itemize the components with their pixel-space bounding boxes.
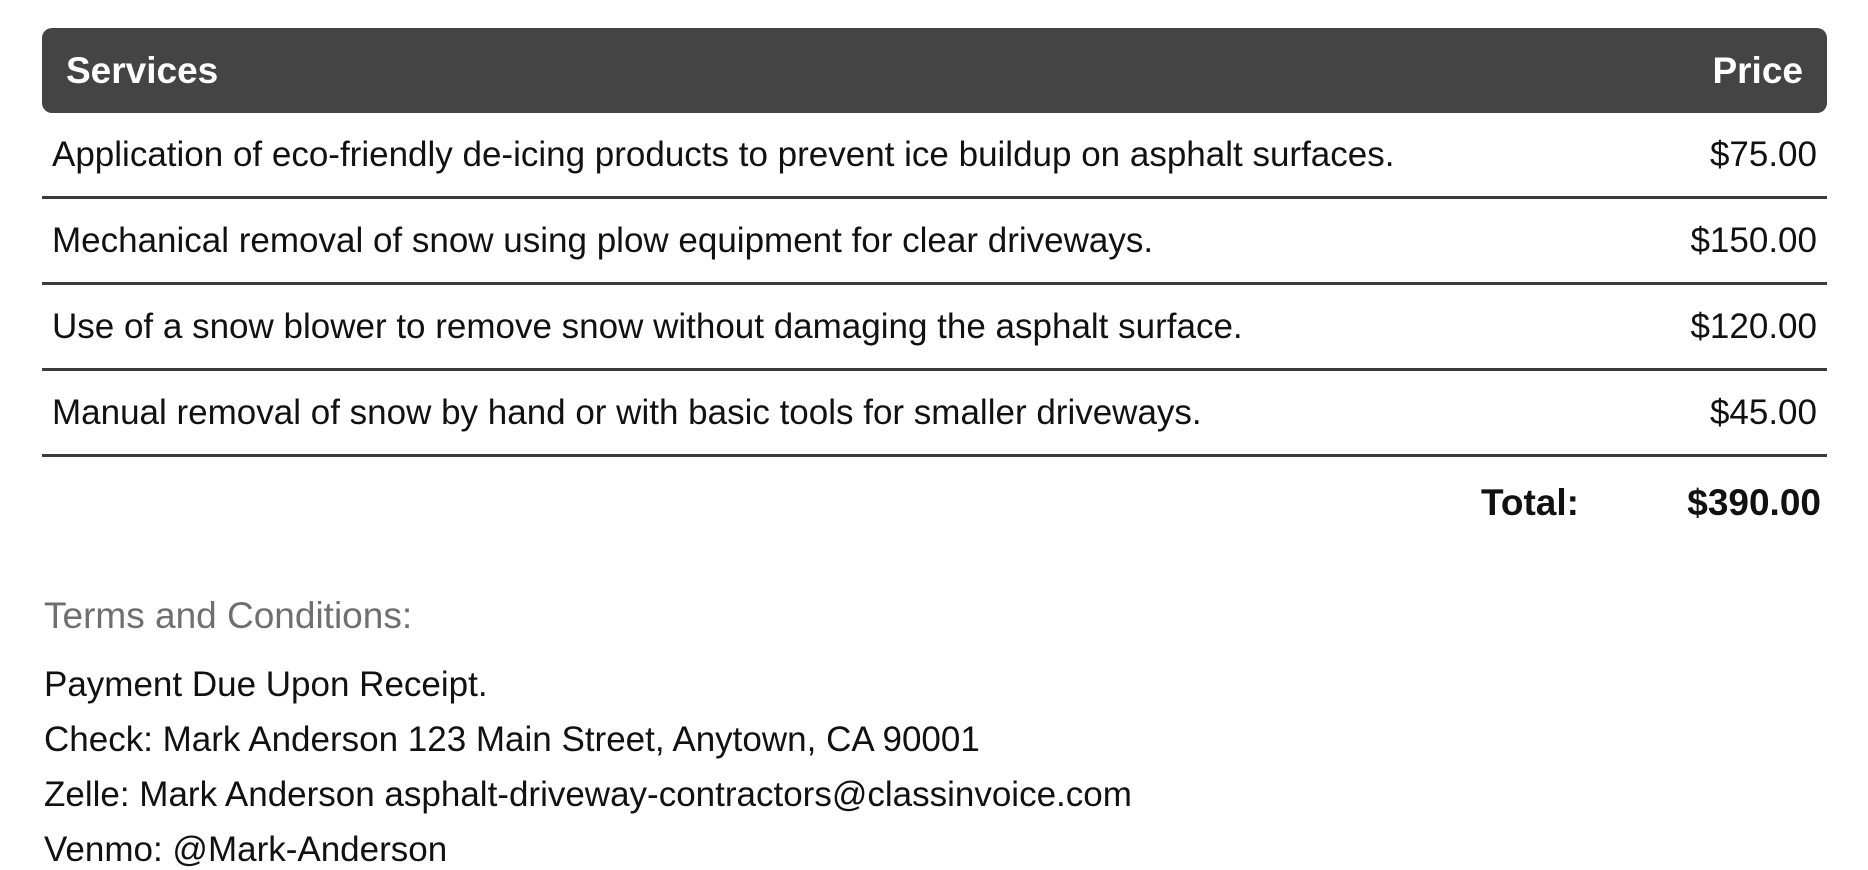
total-label: Total: bbox=[1481, 482, 1579, 523]
service-price: $45.00 bbox=[1709, 392, 1817, 432]
table-row bbox=[42, 371, 1827, 457]
services-column-header: Services bbox=[66, 49, 219, 91]
terms-section bbox=[44, 595, 1827, 870]
services-table bbox=[42, 28, 1827, 549]
total-value: $390.00 bbox=[1687, 482, 1821, 523]
price-column-header: Price bbox=[1712, 49, 1803, 91]
service-price: $120.00 bbox=[1690, 306, 1817, 346]
table-header bbox=[42, 28, 1827, 113]
service-price: $75.00 bbox=[1709, 134, 1817, 174]
terms-line-payment: Payment Due Upon Receipt. bbox=[44, 665, 488, 704]
invoice-page bbox=[0, 28, 1868, 870]
service-description: Mechanical removal of snow using plow equipment for clear driveways. bbox=[52, 220, 1154, 260]
terms-line-check: Check: Mark Anderson 123 Main Street, Anytown, CA 90001 bbox=[44, 720, 980, 759]
service-price: $150.00 bbox=[1690, 220, 1817, 260]
terms-line-venmo: Venmo: @Mark-Anderson bbox=[44, 830, 448, 869]
total-row bbox=[42, 457, 1827, 549]
service-description: Application of eco-friendly de-icing products to prevent ice buildup on asphalt surfaces. bbox=[52, 134, 1395, 174]
terms-line-zelle: Zelle: Mark Anderson asphalt-driveway-contractors@classinvoice.com bbox=[44, 775, 1132, 814]
terms-heading: Terms and Conditions: bbox=[44, 595, 413, 636]
service-description: Use of a snow blower to remove snow without damaging the asphalt surface. bbox=[52, 306, 1243, 346]
table-row bbox=[42, 285, 1827, 371]
table-row bbox=[42, 113, 1827, 199]
table-row bbox=[42, 199, 1827, 285]
service-description: Manual removal of snow by hand or with basic tools for smaller driveways. bbox=[52, 392, 1202, 432]
